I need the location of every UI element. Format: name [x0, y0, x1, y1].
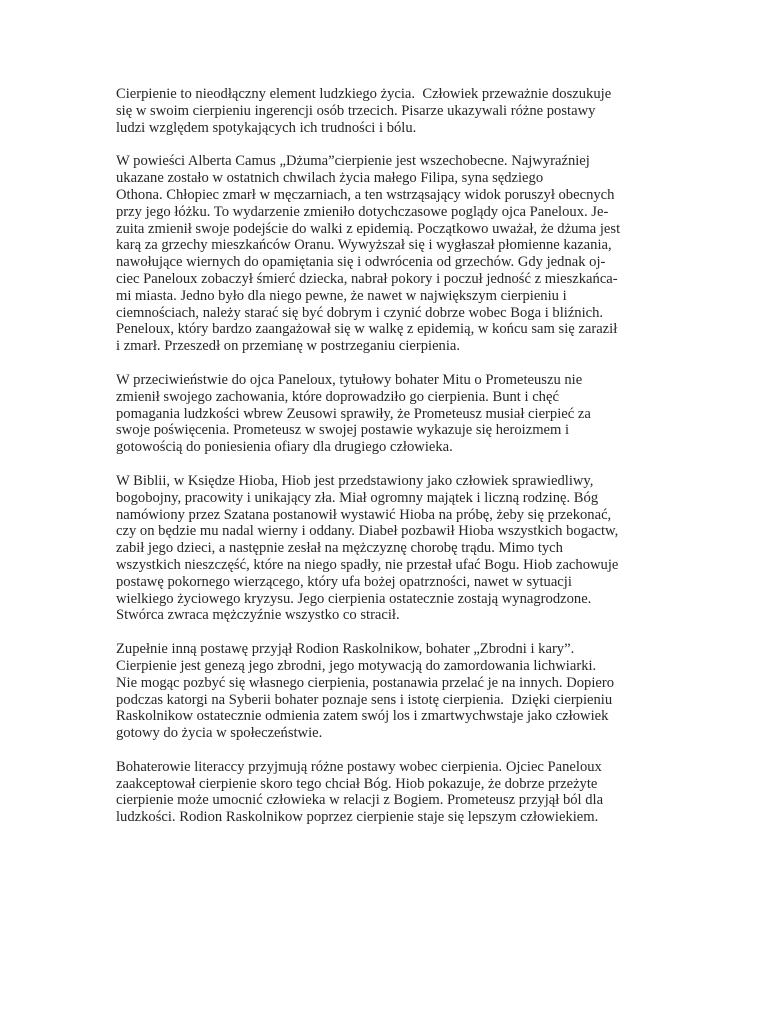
text-line: ciec Paneloux zobaczył śmierć dziecka, nabrał pokory i poczuł jedność z mieszkańca-	[116, 270, 618, 287]
text-line: ludzi względem spotykających ich trudności i bólu.	[116, 119, 417, 136]
text-line: Raskolnikow ostatecznie odmienia zatem swój los i zmartwychwstaje jako człowiek	[116, 708, 609, 725]
text-line: Othona. Chłopiec zmarł w męczarniach, a ten wstrząsający widok poruszył obecnych	[116, 186, 615, 203]
text-line: podczas katorgi na Syberii bohater poznaje sens i istotę cierpienia. Dzięki cierpieniu	[116, 691, 613, 708]
paragraph-intro	[116, 86, 656, 136]
text-line: bogobojny, pracowity i unikający zła. Miał ogromny majątek i liczną rodzinę. Bóg	[116, 489, 599, 506]
text-line: zabił jego dzieci, a następnie zesłał na mężczyznę chorobę trądu. Mimo tych	[116, 540, 563, 557]
text-line: gotowością do poniesienia ofiary dla drugiego człowieka.	[116, 439, 453, 456]
text-line: Cierpienie to nieodłączny element ludzkiego życia. Człowiek przeważnie doszukuje	[116, 86, 612, 102]
text-line: W powieści Alberta Camus „Dżuma”cierpienie jest wszechobecne. Najwyraźniej	[116, 153, 590, 170]
text-line: i zmarł. Przeszedł on przemianę w postrzeganiu cierpienia.	[116, 338, 461, 355]
text-line: zaakceptował cierpienie skoro tego chciał Bóg. Hiob pokazuje, że dobrze przeżyte	[116, 775, 598, 792]
text-line: nawołujące wiernych do opamiętania się i odwrócenia od grzechów. Gdy jednak oj-	[116, 254, 606, 271]
text-line: pomagania ludzkości wbrew Zeusowi sprawiły, że Prometeusz musiał cierpieć za	[116, 405, 591, 422]
text-line: namówiony przez Szatana postanowił wystawić Hioba na próbę, żeby się przekonać,	[116, 506, 612, 523]
paragraph-hiob	[116, 473, 656, 624]
text-line: W Biblii, w Księdze Hioba, Hiob jest przedstawiony jako człowiek sprawiedliwy,	[116, 472, 594, 489]
text-line: gotowy do życia w społeczeństwie.	[116, 725, 323, 742]
text-line: karą za grzechy mieszkańców Oranu. Wywyższał się i wygłaszał płomienne kazania,	[116, 237, 612, 254]
text-line: Zupełnie inną postawę przyjął Rodion Raskolnikow, bohater „Zbrodni i kary”.	[116, 641, 575, 658]
paragraph-raskolnikow	[116, 641, 656, 742]
text-line: Cierpienie jest genezą jego zbrodni, jego motywacją do zamordowania lichwiarki.	[116, 657, 597, 674]
text-line: mi miasta. Jedno było dla niego pewne, że nawet w największym cierpieniu i	[116, 287, 567, 304]
text-line: W przeciwieństwie do ojca Paneloux, tytułowy bohater Mitu o Prometeuszu nie	[116, 371, 583, 388]
text-line: czy on będzie mu nadal wierny i oddany. Diabeł pozbawił Hioba wszystkich bogactw,	[116, 523, 619, 540]
text-line: ciemnościach, należy starać się być dobrym i czynić dobrze wobec Boga i bliźnich.	[116, 304, 604, 321]
text-line: zmienił swojego zachowania, które doprowadziło go cierpienia. Bunt i chęć	[116, 388, 559, 405]
text-line: przy jego łóżku. To wydarzenie zmieniło dotychczasowe poglądy ojca Paneloux. Je-	[116, 203, 609, 220]
text-line: Peneloux, który bardzo zaangażował się w walkę z epidemią, w końcu sam się zaraził	[116, 321, 618, 338]
text-line: Stwórca zwraca mężczyźnie wszystko co stracił.	[116, 607, 400, 624]
paragraph-conclusion	[116, 759, 656, 826]
text-line: ukazane zostało w ostatnich chwilach życia małego Filipa, syna sędziego	[116, 170, 544, 187]
text-line: Nie mogąc pozbyć się własnego cierpienia, postanawia przelać je na innych. Dopiero	[116, 674, 615, 691]
text-line: zuita zmienił swoje podejście do walki z epidemią. Początkowo uważał, że dżuma jest	[116, 220, 621, 237]
text-line: wszystkich nieszczęść, które na niego spadły, nie przestał ufać Bogu. Hiob zachowuje	[116, 556, 619, 573]
document-page	[116, 86, 656, 843]
text-line: wielkiego życiowego kryzysu. Jego cierpienia ostatecznie zostają wynagrodzone.	[116, 590, 592, 607]
text-line: Bohaterowie literaccy przyjmują różne postawy wobec cierpienia. Ojciec Paneloux	[116, 758, 602, 775]
paragraph-dzuma	[116, 153, 656, 355]
text-line: swoje poświęcenia. Prometeusz w swojej postawie wykazuje się heroizmem i	[116, 422, 570, 439]
paragraph-prometeusz	[116, 372, 656, 456]
text-line: cierpienie może umocnić człowieka w relacji z Bogiem. Prometeusz przyjął ból dla	[116, 792, 604, 809]
text-line: się w swoim cierpieniu ingerencji osób trzecich. Pisarze ukazywali różne postawy	[116, 102, 596, 119]
text-line: postawę pokornego wierzącego, który ufa bożej opatrzności, nawet w sytuacji	[116, 573, 572, 590]
text-line: ludzkości. Rodion Raskolnikow poprzez cierpienie staje się lepszym człowiekiem.	[116, 809, 599, 826]
